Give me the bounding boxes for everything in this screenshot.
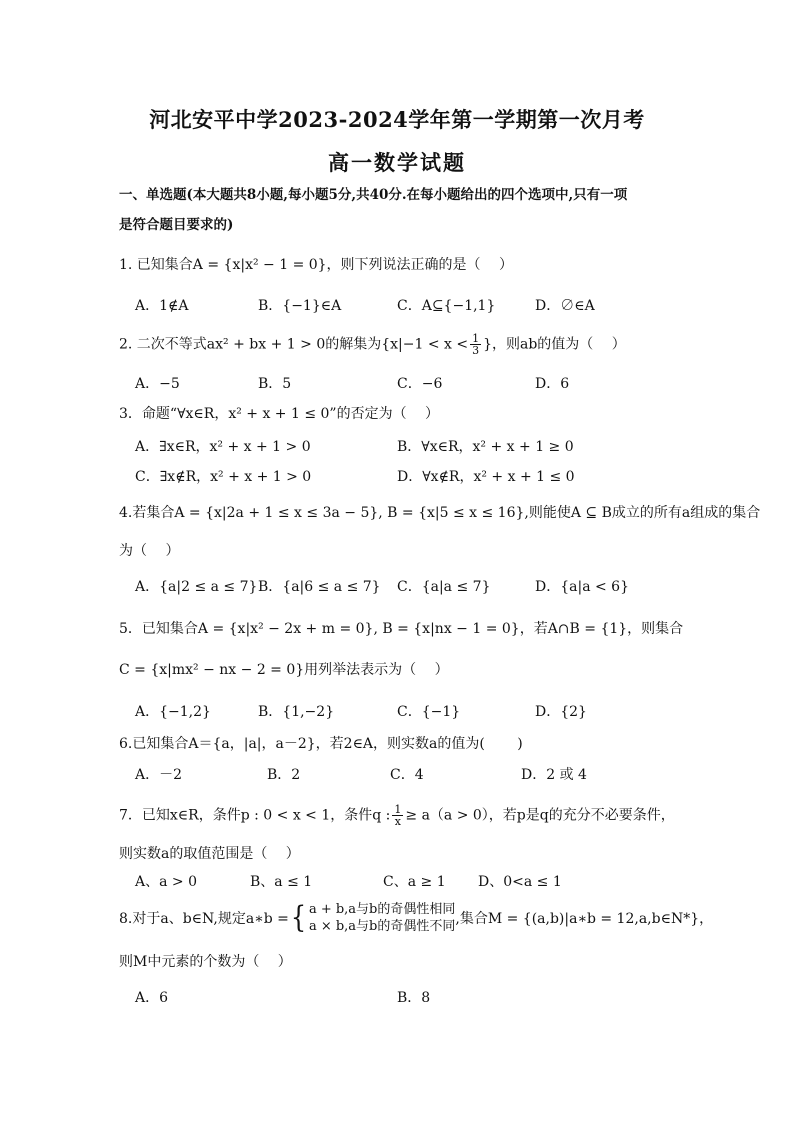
question-2-stem [119,333,689,356]
question-7-stem [119,804,689,827]
option-b[interactable]: B．2 [267,767,301,783]
question-4-stem: 4.若集合A = {x|2a + 1 ≤ x ≤ 3a − 5}, B = {x|5 ≤ x ≤ 16},则能使A ⊆ B成立的所有a组成的集合 [119,505,761,521]
option-c[interactable]: C．4 [390,767,424,783]
question-5-stem-cont: C = {x|mx² − nx − 2 = 0}用列举法表示为（ ） [119,662,449,678]
option-d[interactable]: D．∀x∉R，x² + x + 1 ≤ 0 [397,469,575,485]
question-7-stem-cont: 则实数a的取值范围是（ ） [119,846,300,862]
option-b[interactable]: B．{−1}∈A [258,298,342,314]
option-c[interactable]: C．{−1} [397,704,461,720]
exam-subtitle: 高一数学试题 [328,150,466,175]
question-7-options [135,871,695,891]
option-d[interactable]: D．∅∈A [535,298,595,314]
option-b[interactable]: B、a ≤ 1 [250,874,313,890]
fraction-one-third: $\frac{1}{3}$ [472,332,480,357]
option-a[interactable]: A．6 [135,990,169,1006]
option-a[interactable]: A．{−1,2} [135,704,211,720]
option-a[interactable]: A、a > 0 [135,874,197,890]
option-a[interactable]: A．{a|2 ≤ a ≤ 7} [135,579,258,595]
question-3-options-row2 [135,466,695,486]
option-a[interactable]: A．1∉A [135,298,189,314]
question-5-options [135,701,695,721]
case-same-parity: a + b,a与b的奇偶性相同 [308,902,456,917]
option-c[interactable]: C、a ≥ 1 [383,874,446,890]
option-a[interactable]: A．－2 [135,767,183,783]
question-1-stem: 1. 已知集合A = {x|x² − 1 = 0}，则下列说法正确的是（ ） [119,257,514,273]
option-c[interactable]: C．{a|a ≤ 7} [397,579,491,595]
question-4-options [135,576,695,596]
option-d[interactable]: D．{a|a < 6} [535,579,629,595]
question-2-options [135,373,695,393]
option-a[interactable]: A．−5 [135,376,180,392]
cases-brace: { [290,900,307,935]
section-heading-line1: 一、单选题(本大题共8小题,每小题5分,共40分.在每小题给出的四个选项中,只有一项 [119,187,628,203]
option-c[interactable]: C．−6 [397,376,443,392]
option-b[interactable]: B．∀x∈R，x² + x + 1 ≥ 0 [397,439,574,455]
section-heading-line2: 是符合题目要求的) [119,217,234,233]
question-2-stem-part1: 2. 二次不等式ax² + bx + 1 > 0的解集为{x|−1 < x < [119,336,469,353]
option-a[interactable]: A．∃x∈R，x² + x + 1 > 0 [135,439,311,455]
question-7-stem-part2: ≥ a（a > 0），若p是q的充分不必要条件， [405,807,675,824]
question-1-options [135,295,695,315]
case-different-parity: a × b,a与b的奇偶性不同 [308,919,456,934]
option-d[interactable]: D．6 [535,376,570,392]
piecewise-cases [309,901,455,935]
question-3-stem: 3．命题“∀x∈R，x² + x + 1 ≤ 0”的否定为（ ） [119,406,440,422]
question-4-stem-cont: 为（ ） [119,543,180,559]
option-d[interactable]: D．2 或 4 [521,767,587,783]
option-c[interactable]: C．A⊆{−1,1} [397,298,496,314]
exam-title: 河北安平中学2023-2024学年第一学期第一次月考 [149,107,645,132]
question-8-stem [119,898,714,938]
option-d[interactable]: D、0<a ≤ 1 [478,874,562,890]
option-b[interactable]: B．8 [397,990,431,1006]
question-5-stem: 5．已知集合A = {x|x² − 2x + m = 0}, B = {x|nx − 1 = 0}，若A∩B = {1}，则集合 [119,621,684,637]
question-2-stem-part2: }，则ab的值为（ ） [483,336,626,353]
question-8-stem-part2: ,集合M = {(a,b)|a∗b = 12,a,b∈N*}， [455,911,714,927]
option-b[interactable]: B．5 [258,376,292,392]
question-3-options-row1 [135,436,695,456]
question-8-stem-cont: 则M中元素的个数为（ ） [119,954,292,970]
option-b[interactable]: B．{a|6 ≤ a ≤ 7} [258,579,381,595]
option-b[interactable]: B．{1,−2} [258,704,335,720]
question-7-stem-part1: 7．已知x∈R，条件p : 0 < x < 1，条件q : [119,807,391,824]
option-d[interactable]: D．{2} [535,704,587,720]
fraction-one-over-x: $\frac{1}{x}$ [394,803,402,828]
question-6-options [135,764,695,784]
question-8-options [135,987,695,1007]
option-c[interactable]: C．∃x∉R，x² + x + 1 > 0 [135,469,312,485]
question-8-stem-part1: 8.对于a、b∈N,规定a∗b = [119,911,289,927]
question-6-stem: 6.已知集合A＝{a，|a|，a－2}，若2∈A，则实数a的值为( ) [119,736,523,752]
